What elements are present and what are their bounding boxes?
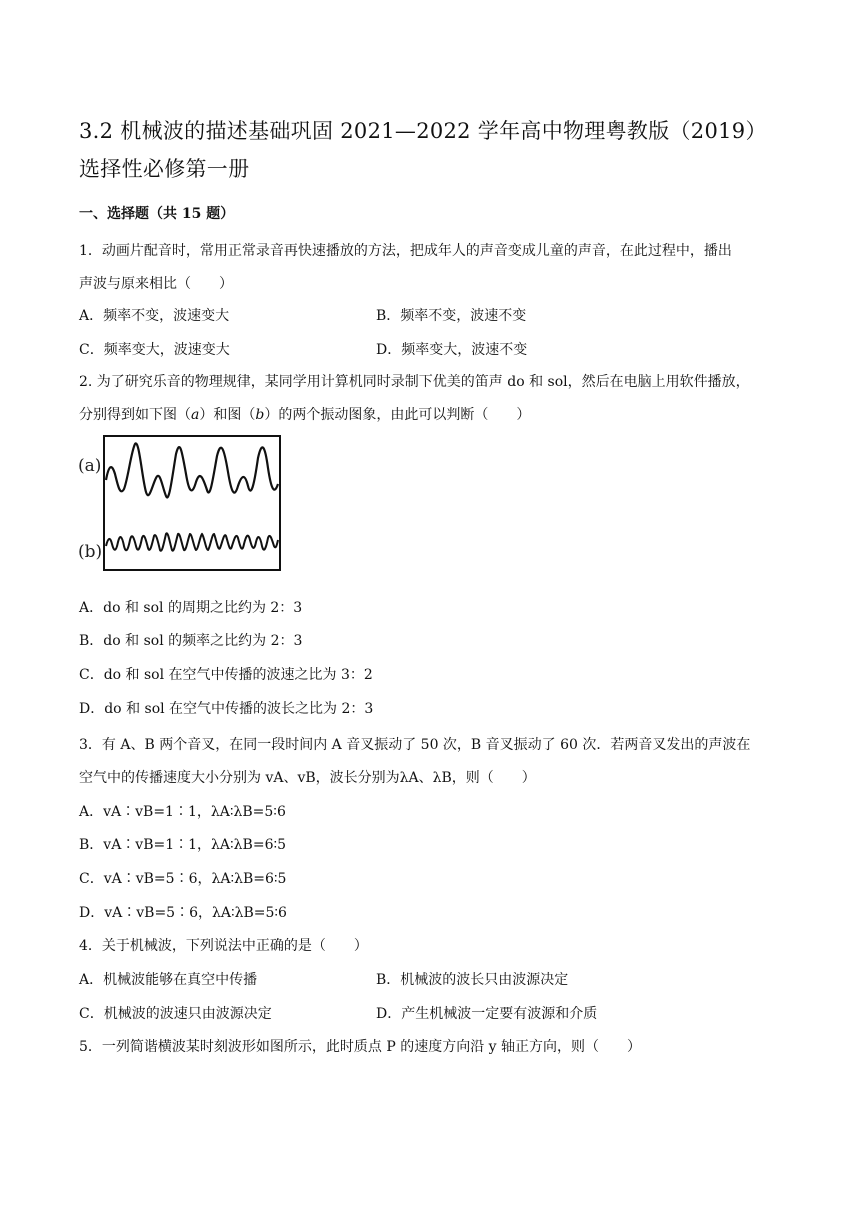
figure-ref-b: b [255,407,265,423]
graph-label-a: (a) [78,456,102,476]
q3-option-d: D．vA∶vB=5∶6，λA∶λB=5∶6 [79,905,287,921]
q2-stem-line-2 [79,404,530,424]
vibration-graphs [76,434,286,574]
q4-option-b: B．机械波的波长只由波源决定 [376,972,569,988]
title-line-1: 3.2 机械波的描述基础巩固 2021—2022 学年高中物理粤教版（2019） [79,119,767,143]
q4-option-a: A．机械波能够在真空中传播 [79,972,258,988]
q3-stem-line-1: 3．有 A、B 两个音叉，在同一段时间内 A 音叉振动了 50 次，B 音叉振动了 60 次．若两音叉发出的声波在 [79,737,751,753]
q1-option-b: B．频率不变，波速不变 [376,308,527,324]
waveform-a [106,443,278,497]
q1-option-c: C．频率变大，波速变大 [79,342,230,358]
q2-option-c: C．do 和 sol 在空气中传播的波速之比为 3：2 [79,667,373,683]
q3-option-b: B．vA∶vB=1∶1，λA∶λB=6∶5 [79,837,287,853]
q1-stem-line-1: 1．动画片配音时，常用正常录音再快速播放的方法，把成年人的声音变成儿童的声音，在此过程中，播出 [79,243,732,259]
q1-option-a: A．频率不变，波速变大 [79,308,230,324]
q2-option-b: B．do 和 sol 的频率之比约为 2：3 [79,633,303,649]
q2-stem-text: ）的两个振动图象，由此可以判断（ ） [264,407,531,423]
q5-stem: 5．一列简谐横波某时刻波形如图所示，此时质点 P 的速度方向沿 y 轴正方向，则（ ） [79,1039,642,1055]
figure-ref-a: a [191,407,200,423]
document-title [79,112,799,188]
q4-option-d: D．产生机械波一定要有波源和介质 [376,1006,598,1022]
q3-stem-line-2: 空气中的传播速度大小分别为 vA、vB，波长分别为λA、λB，则（ ） [79,770,536,786]
q2-stem-text: 分别得到如下图（ [79,407,191,423]
q1-stem-line-2: 声波与原来相比（ ） [79,276,233,292]
q2-stem-line-1: 2. 为了研究乐音的物理规律，某同学用计算机同时录制下优美的笛声 do 和 sol，然后在电脑上用软件播放， [79,374,750,390]
vibration-graphs-figure [76,434,286,578]
graph-label-b: (b) [78,542,103,562]
q2-option-d: D．do 和 sol 在空气中传播的波长之比为 2：3 [79,701,374,717]
q2-stem-text: ）和图（ [199,407,256,423]
q2-option-a: A．do 和 sol 的周期之比约为 2：3 [79,600,303,616]
q4-stem: 4．关于机械波，下列说法中正确的是（ ） [79,938,368,954]
title-line-2: 选择性必修第一册 [79,157,250,181]
q3-option-c: C．vA∶vB=5∶6，λA∶λB=6∶5 [79,871,287,887]
q1-option-d: D．频率变大，波速不变 [376,342,528,358]
q3-option-a: A．vA∶vB=1∶1，λA∶λB=5∶6 [79,804,286,820]
section-heading: 一、选择题（共 15 题） [79,206,235,222]
waveform-b [106,533,278,551]
q4-option-c: C．机械波的波速只由波源决定 [79,1006,272,1022]
